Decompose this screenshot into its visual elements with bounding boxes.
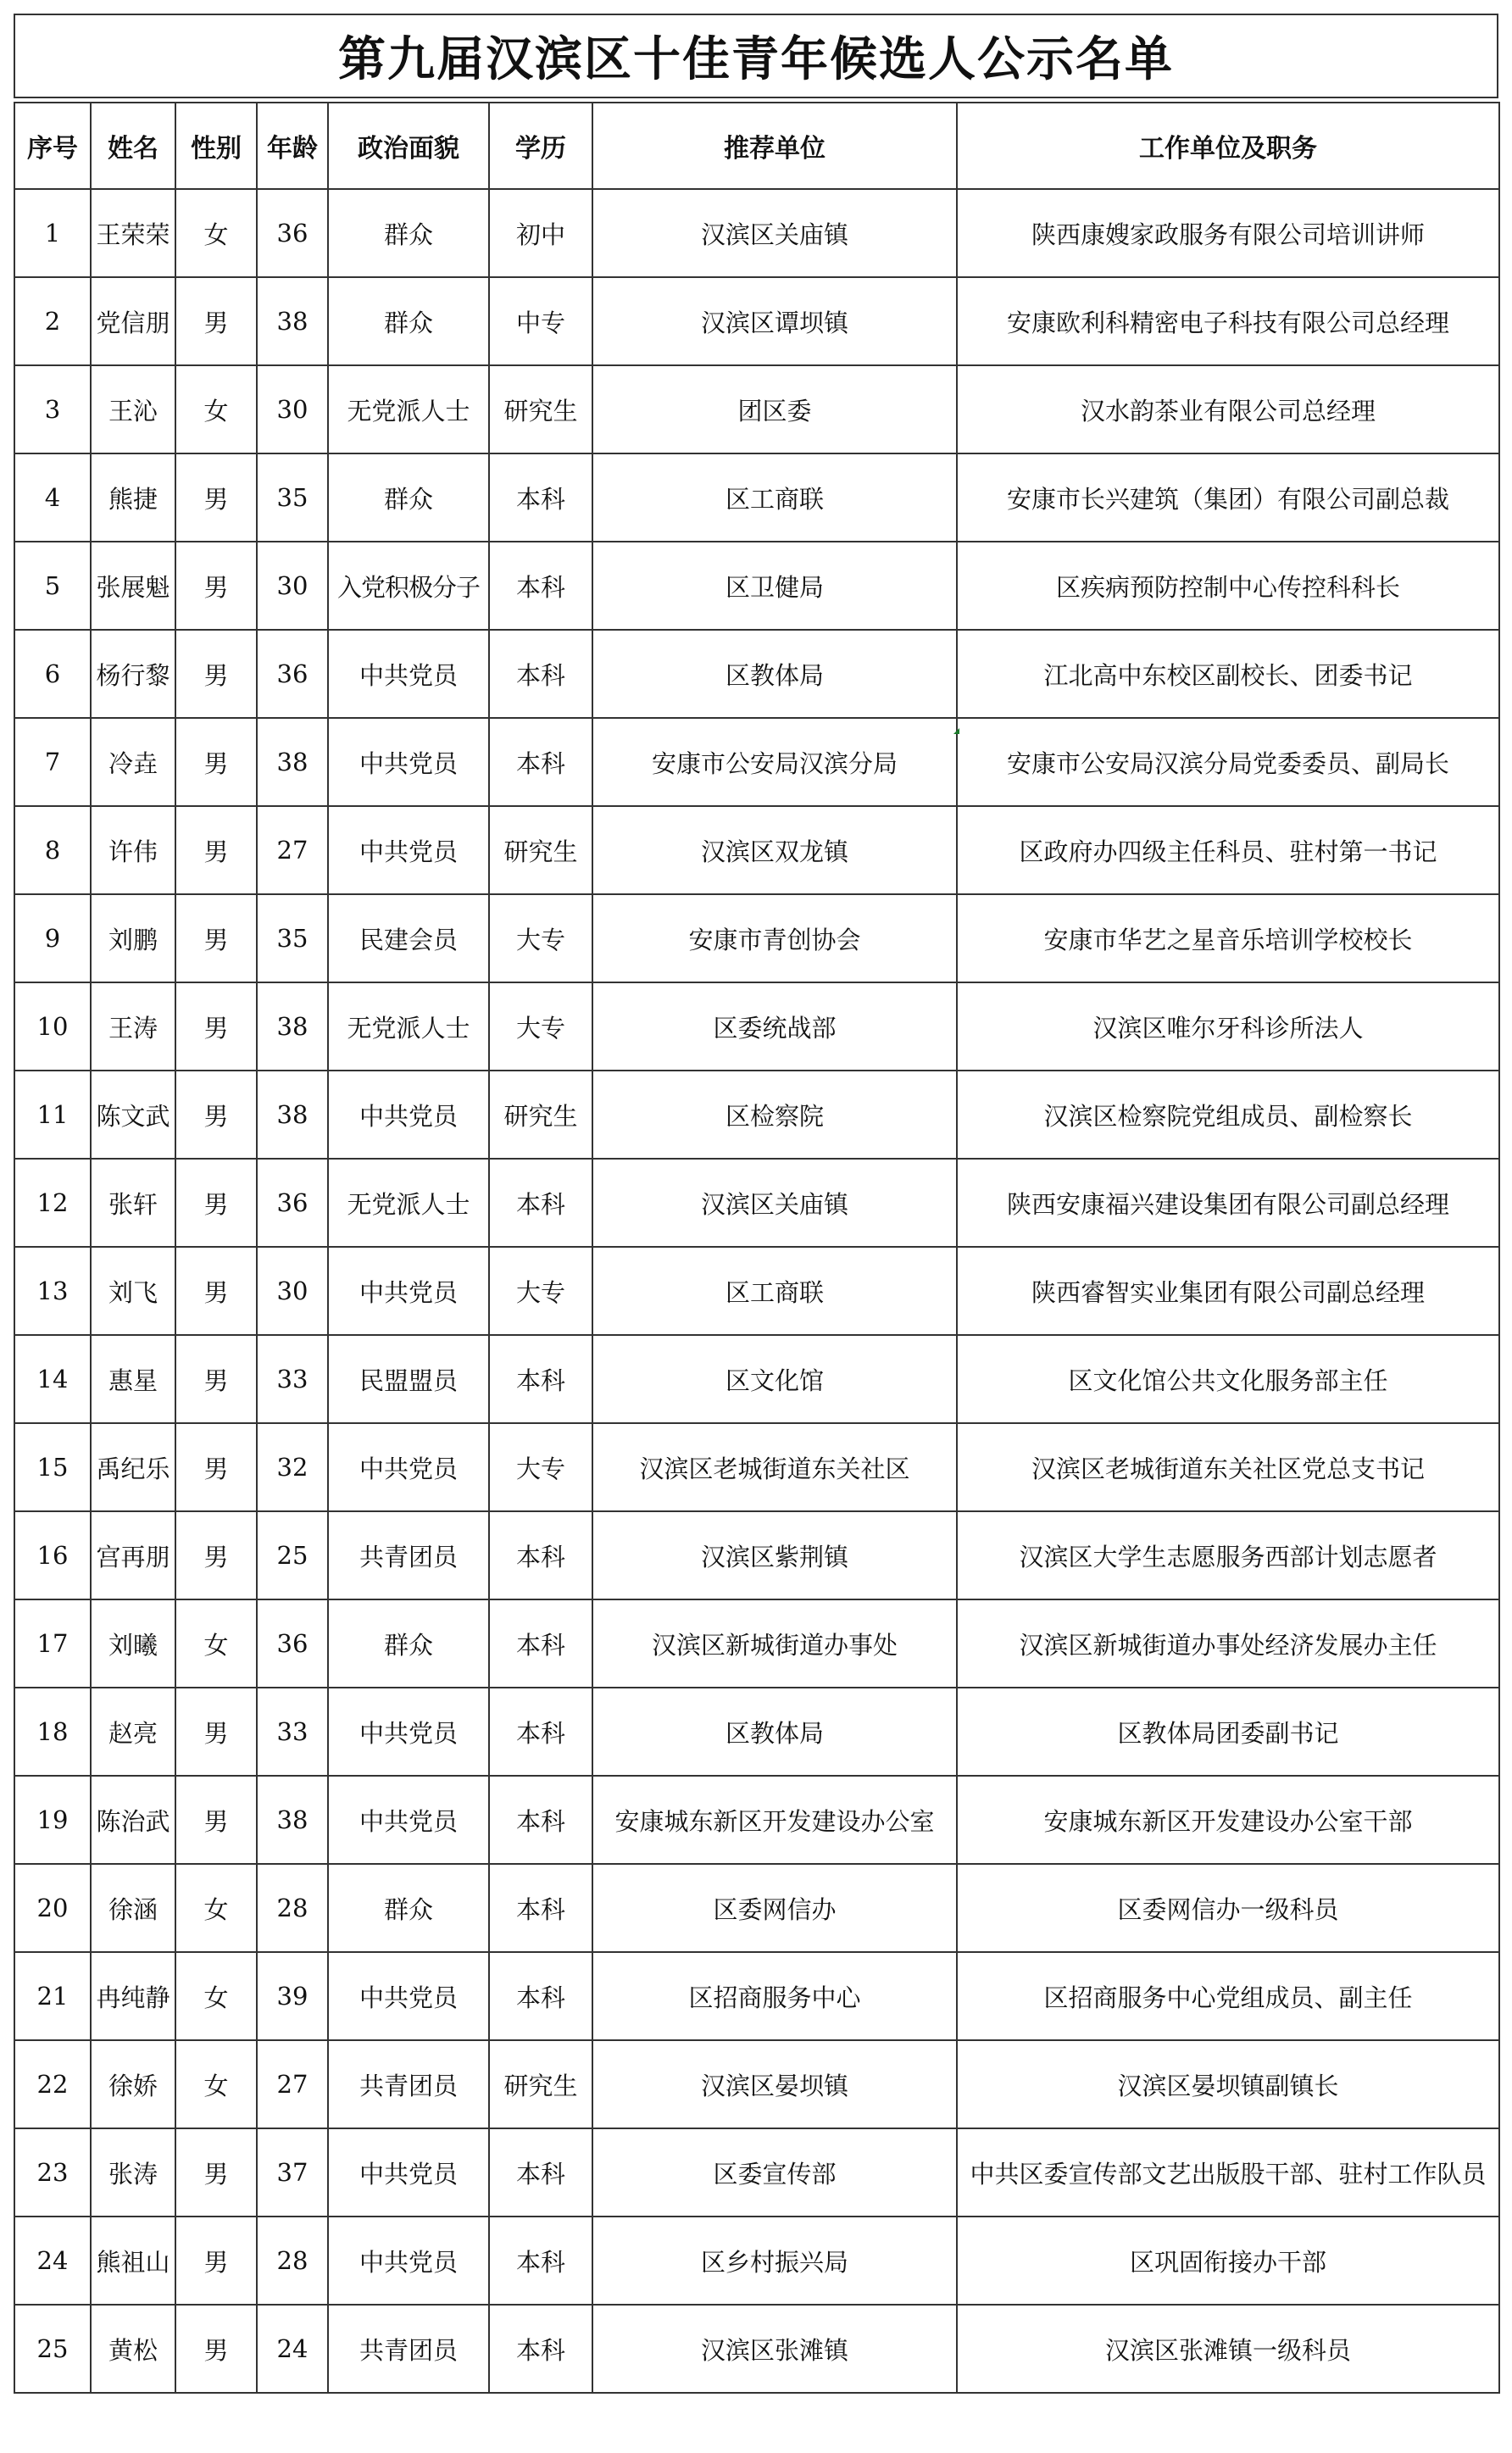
table-row <box>14 1247 1499 1335</box>
header-unit: 推荐单位 <box>592 103 957 189</box>
cell-name: 宫再朋 <box>91 1511 175 1599</box>
cell-age: 36 <box>257 189 328 277</box>
cell-education: 本科 <box>489 718 592 806</box>
cell-unit: 区教体局 <box>592 1688 957 1776</box>
cell-job: 区教体局团委副书记 <box>957 1688 1499 1776</box>
cell-education: 初中 <box>489 189 592 277</box>
cell-name: 陈文武 <box>91 1071 175 1159</box>
cell-unit: 团区委 <box>592 365 957 453</box>
table-row <box>14 189 1499 277</box>
cell-education: 本科 <box>489 542 592 630</box>
cell-job: 区巩固衔接办干部 <box>957 2217 1499 2305</box>
cell-age: 28 <box>257 1864 328 1952</box>
cell-job: 汉水韵茶业有限公司总经理 <box>957 365 1499 453</box>
cell-political: 中共党员 <box>328 2217 489 2305</box>
cell-comment-marker <box>953 728 959 734</box>
candidate-table <box>14 102 1500 2394</box>
cell-education: 大专 <box>489 982 592 1071</box>
cell-gender: 男 <box>175 982 257 1071</box>
cell-gender: 男 <box>175 1776 257 1864</box>
table-row <box>14 1423 1499 1511</box>
document-sheet <box>14 14 1498 2445</box>
cell-unit: 汉滨区谭坝镇 <box>592 277 957 365</box>
table-row <box>14 1071 1499 1159</box>
cell-gender: 女 <box>175 1864 257 1952</box>
cell-gender: 女 <box>175 1952 257 2040</box>
cell-unit: 汉滨区新城街道办事处 <box>592 1599 957 1688</box>
cell-political: 中共党员 <box>328 2128 489 2217</box>
cell-gender: 男 <box>175 806 257 894</box>
cell-gender: 女 <box>175 189 257 277</box>
cell-gender: 男 <box>175 1071 257 1159</box>
cell-name: 张轩 <box>91 1159 175 1247</box>
cell-education: 本科 <box>489 1511 592 1599</box>
cell-job: 江北高中东校区副校长、团委书记 <box>957 630 1499 718</box>
cell-unit: 汉滨区老城街道东关社区 <box>592 1423 957 1511</box>
cell-gender: 女 <box>175 2040 257 2128</box>
cell-political: 群众 <box>328 189 489 277</box>
cell-political: 民建会员 <box>328 894 489 982</box>
cell-education: 大专 <box>489 894 592 982</box>
cell-name: 张展魁 <box>91 542 175 630</box>
cell-no: 6 <box>14 630 91 718</box>
cell-no: 11 <box>14 1071 91 1159</box>
cell-education: 本科 <box>489 2128 592 2217</box>
table-row <box>14 630 1499 718</box>
cell-name: 赵亮 <box>91 1688 175 1776</box>
cell-education: 本科 <box>489 453 592 542</box>
cell-no: 23 <box>14 2128 91 2217</box>
cell-job: 陕西安康福兴建设集团有限公司副总经理 <box>957 1159 1499 1247</box>
cell-no: 13 <box>14 1247 91 1335</box>
cell-no: 14 <box>14 1335 91 1423</box>
cell-gender: 男 <box>175 1159 257 1247</box>
cell-no: 22 <box>14 2040 91 2128</box>
cell-no: 4 <box>14 453 91 542</box>
cell-name: 禹纪乐 <box>91 1423 175 1511</box>
cell-political: 中共党员 <box>328 1423 489 1511</box>
cell-gender: 男 <box>175 1335 257 1423</box>
cell-political: 群众 <box>328 277 489 365</box>
table-row <box>14 718 1499 806</box>
cell-job: 安康城东新区开发建设办公室干部 <box>957 1776 1499 1864</box>
cell-unit: 汉滨区双龙镇 <box>592 806 957 894</box>
cell-age: 35 <box>257 894 328 982</box>
cell-age: 33 <box>257 1335 328 1423</box>
cell-education: 本科 <box>489 1335 592 1423</box>
cell-unit: 区乡村振兴局 <box>592 2217 957 2305</box>
cell-unit: 安康城东新区开发建设办公室 <box>592 1776 957 1864</box>
cell-gender: 男 <box>175 630 257 718</box>
cell-name: 徐涵 <box>91 1864 175 1952</box>
cell-unit: 汉滨区关庙镇 <box>592 1159 957 1247</box>
cell-job: 汉滨区大学生志愿服务西部计划志愿者 <box>957 1511 1499 1599</box>
cell-age: 24 <box>257 2305 328 2393</box>
cell-age: 30 <box>257 365 328 453</box>
cell-education: 本科 <box>489 1599 592 1688</box>
cell-no: 1 <box>14 189 91 277</box>
cell-political: 中共党员 <box>328 630 489 718</box>
cell-job: 陕西睿智实业集团有限公司副总经理 <box>957 1247 1499 1335</box>
table-row <box>14 1335 1499 1423</box>
cell-education: 研究生 <box>489 365 592 453</box>
cell-job: 安康市华艺之星音乐培训学校校长 <box>957 894 1499 982</box>
cell-unit: 区工商联 <box>592 453 957 542</box>
cell-unit: 区委统战部 <box>592 982 957 1071</box>
cell-job: 中共区委宣传部文艺出版股干部、驻村工作队员 <box>957 2128 1499 2217</box>
cell-education: 本科 <box>489 1952 592 2040</box>
table-row <box>14 1599 1499 1688</box>
cell-no: 17 <box>14 1599 91 1688</box>
cell-name: 刘曦 <box>91 1599 175 1688</box>
cell-unit: 安康市公安局汉滨分局 <box>592 718 957 806</box>
cell-gender: 男 <box>175 894 257 982</box>
cell-no: 10 <box>14 982 91 1071</box>
cell-gender: 男 <box>175 1688 257 1776</box>
cell-political: 中共党员 <box>328 1688 489 1776</box>
cell-age: 27 <box>257 806 328 894</box>
cell-name: 王涛 <box>91 982 175 1071</box>
table-row <box>14 1159 1499 1247</box>
cell-education: 本科 <box>489 1688 592 1776</box>
cell-unit: 汉滨区张滩镇 <box>592 2305 957 2393</box>
cell-political: 中共党员 <box>328 718 489 806</box>
cell-no: 16 <box>14 1511 91 1599</box>
cell-age: 38 <box>257 277 328 365</box>
table-row <box>14 2128 1499 2217</box>
cell-education: 研究生 <box>489 1071 592 1159</box>
cell-gender: 女 <box>175 1599 257 1688</box>
cell-education: 本科 <box>489 1776 592 1864</box>
cell-name: 熊祖山 <box>91 2217 175 2305</box>
cell-name: 张涛 <box>91 2128 175 2217</box>
cell-education: 中专 <box>489 277 592 365</box>
cell-name: 刘飞 <box>91 1247 175 1335</box>
cell-gender: 男 <box>175 1247 257 1335</box>
cell-job: 汉滨区新城街道办事处经济发展办主任 <box>957 1599 1499 1688</box>
cell-no: 20 <box>14 1864 91 1952</box>
cell-political: 中共党员 <box>328 1952 489 2040</box>
cell-unit: 安康市青创协会 <box>592 894 957 982</box>
cell-name: 熊捷 <box>91 453 175 542</box>
cell-gender: 男 <box>175 1511 257 1599</box>
cell-job: 陕西康嫂家政服务有限公司培训讲师 <box>957 189 1499 277</box>
cell-age: 36 <box>257 1599 328 1688</box>
cell-age: 38 <box>257 1776 328 1864</box>
header-no: 序号 <box>14 103 91 189</box>
cell-political: 无党派人士 <box>328 365 489 453</box>
cell-job: 汉滨区检察院党组成员、副检察长 <box>957 1071 1499 1159</box>
table-row <box>14 365 1499 453</box>
table-row <box>14 2305 1499 2393</box>
cell-name: 陈治武 <box>91 1776 175 1864</box>
cell-job: 汉滨区晏坝镇副镇长 <box>957 2040 1499 2128</box>
cell-name: 刘鹏 <box>91 894 175 982</box>
cell-gender: 男 <box>175 453 257 542</box>
table-row <box>14 1511 1499 1599</box>
cell-age: 38 <box>257 982 328 1071</box>
cell-name: 惠星 <box>91 1335 175 1423</box>
cell-job: 区文化馆公共文化服务部主任 <box>957 1335 1499 1423</box>
cell-gender: 女 <box>175 365 257 453</box>
cell-job: 安康市长兴建筑（集团）有限公司副总裁 <box>957 453 1499 542</box>
cell-political: 无党派人士 <box>328 982 489 1071</box>
table-row <box>14 2217 1499 2305</box>
cell-unit: 汉滨区紫荆镇 <box>592 1511 957 1599</box>
cell-job: 区政府办四级主任科员、驻村第一书记 <box>957 806 1499 894</box>
cell-job: 汉滨区张滩镇一级科员 <box>957 2305 1499 2393</box>
header-gender: 性别 <box>175 103 257 189</box>
cell-gender: 男 <box>175 542 257 630</box>
cell-education: 本科 <box>489 1864 592 1952</box>
cell-political: 入党积极分子 <box>328 542 489 630</box>
cell-unit: 区教体局 <box>592 630 957 718</box>
cell-political: 群众 <box>328 453 489 542</box>
cell-unit: 区卫健局 <box>592 542 957 630</box>
cell-name: 党信朋 <box>91 277 175 365</box>
table-row <box>14 1688 1499 1776</box>
cell-unit: 区文化馆 <box>592 1335 957 1423</box>
cell-name: 杨行黎 <box>91 630 175 718</box>
cell-age: 33 <box>257 1688 328 1776</box>
cell-job: 安康市公安局汉滨分局党委委员、副局长 <box>957 718 1499 806</box>
cell-age: 39 <box>257 1952 328 2040</box>
cell-education: 研究生 <box>489 2040 592 2128</box>
cell-political: 群众 <box>328 1599 489 1688</box>
cell-political: 中共党员 <box>328 806 489 894</box>
cell-no: 3 <box>14 365 91 453</box>
cell-name: 王沁 <box>91 365 175 453</box>
cell-name: 王荣荣 <box>91 189 175 277</box>
cell-no: 25 <box>14 2305 91 2393</box>
cell-gender: 男 <box>175 2305 257 2393</box>
cell-education: 本科 <box>489 2305 592 2393</box>
cell-job: 区招商服务中心党组成员、副主任 <box>957 1952 1499 2040</box>
header-name: 姓名 <box>91 103 175 189</box>
cell-age: 30 <box>257 542 328 630</box>
cell-age: 27 <box>257 2040 328 2128</box>
cell-name: 冷垚 <box>91 718 175 806</box>
header-education: 学历 <box>489 103 592 189</box>
cell-education: 本科 <box>489 1159 592 1247</box>
cell-education: 大专 <box>489 1247 592 1335</box>
cell-age: 37 <box>257 2128 328 2217</box>
cell-no: 19 <box>14 1776 91 1864</box>
cell-age: 35 <box>257 453 328 542</box>
cell-gender: 男 <box>175 718 257 806</box>
cell-no: 7 <box>14 718 91 806</box>
cell-unit: 区工商联 <box>592 1247 957 1335</box>
cell-education: 本科 <box>489 2217 592 2305</box>
document-title: 第九届汉滨区十佳青年候选人公示名单 <box>14 14 1498 98</box>
header-political: 政治面貌 <box>328 103 489 189</box>
cell-unit: 区检察院 <box>592 1071 957 1159</box>
header-job: 工作单位及职务 <box>957 103 1499 189</box>
cell-age: 36 <box>257 630 328 718</box>
header-age: 年龄 <box>257 103 328 189</box>
table-row <box>14 542 1499 630</box>
cell-unit: 汉滨区关庙镇 <box>592 189 957 277</box>
cell-unit: 区招商服务中心 <box>592 1952 957 2040</box>
cell-age: 28 <box>257 2217 328 2305</box>
cell-political: 共青团员 <box>328 2305 489 2393</box>
cell-job: 汉滨区唯尔牙科诊所法人 <box>957 982 1499 1071</box>
table-body <box>14 189 1499 2393</box>
cell-age: 38 <box>257 718 328 806</box>
cell-age: 32 <box>257 1423 328 1511</box>
cell-no: 9 <box>14 894 91 982</box>
table-row <box>14 277 1499 365</box>
cell-gender: 男 <box>175 1423 257 1511</box>
cell-political: 中共党员 <box>328 1071 489 1159</box>
cell-name: 黄松 <box>91 2305 175 2393</box>
cell-gender: 男 <box>175 2217 257 2305</box>
cell-unit: 区委宣传部 <box>592 2128 957 2217</box>
cell-job: 安康欧利科精密电子科技有限公司总经理 <box>957 277 1499 365</box>
cell-age: 36 <box>257 1159 328 1247</box>
cell-education: 本科 <box>489 630 592 718</box>
cell-no: 12 <box>14 1159 91 1247</box>
cell-no: 2 <box>14 277 91 365</box>
cell-gender: 男 <box>175 277 257 365</box>
cell-political: 共青团员 <box>328 1511 489 1599</box>
cell-name: 徐娇 <box>91 2040 175 2128</box>
cell-age: 30 <box>257 1247 328 1335</box>
cell-no: 24 <box>14 2217 91 2305</box>
cell-job: 区委网信办一级科员 <box>957 1864 1499 1952</box>
cell-job: 汉滨区老城街道东关社区党总支书记 <box>957 1423 1499 1511</box>
cell-education: 研究生 <box>489 806 592 894</box>
table-row <box>14 806 1499 894</box>
cell-no: 5 <box>14 542 91 630</box>
cell-no: 21 <box>14 1952 91 2040</box>
table-row <box>14 453 1499 542</box>
cell-political: 民盟盟员 <box>328 1335 489 1423</box>
table-row <box>14 894 1499 982</box>
cell-political: 中共党员 <box>328 1247 489 1335</box>
cell-gender: 男 <box>175 2128 257 2217</box>
cell-age: 25 <box>257 1511 328 1599</box>
cell-no: 18 <box>14 1688 91 1776</box>
table-row <box>14 1864 1499 1952</box>
cell-unit: 区委网信办 <box>592 1864 957 1952</box>
cell-political: 群众 <box>328 1864 489 1952</box>
cell-name: 许伟 <box>91 806 175 894</box>
table-row <box>14 982 1499 1071</box>
cell-name: 冉纯静 <box>91 1952 175 2040</box>
cell-age: 38 <box>257 1071 328 1159</box>
cell-political: 中共党员 <box>328 1776 489 1864</box>
cell-no: 15 <box>14 1423 91 1511</box>
cell-no: 8 <box>14 806 91 894</box>
table-row <box>14 1776 1499 1864</box>
table-row <box>14 1952 1499 2040</box>
cell-education: 大专 <box>489 1423 592 1511</box>
cell-political: 无党派人士 <box>328 1159 489 1247</box>
cell-unit: 汉滨区晏坝镇 <box>592 2040 957 2128</box>
header-row <box>14 103 1499 189</box>
cell-job: 区疾病预防控制中心传控科科长 <box>957 542 1499 630</box>
cell-political: 共青团员 <box>328 2040 489 2128</box>
table-row <box>14 2040 1499 2128</box>
